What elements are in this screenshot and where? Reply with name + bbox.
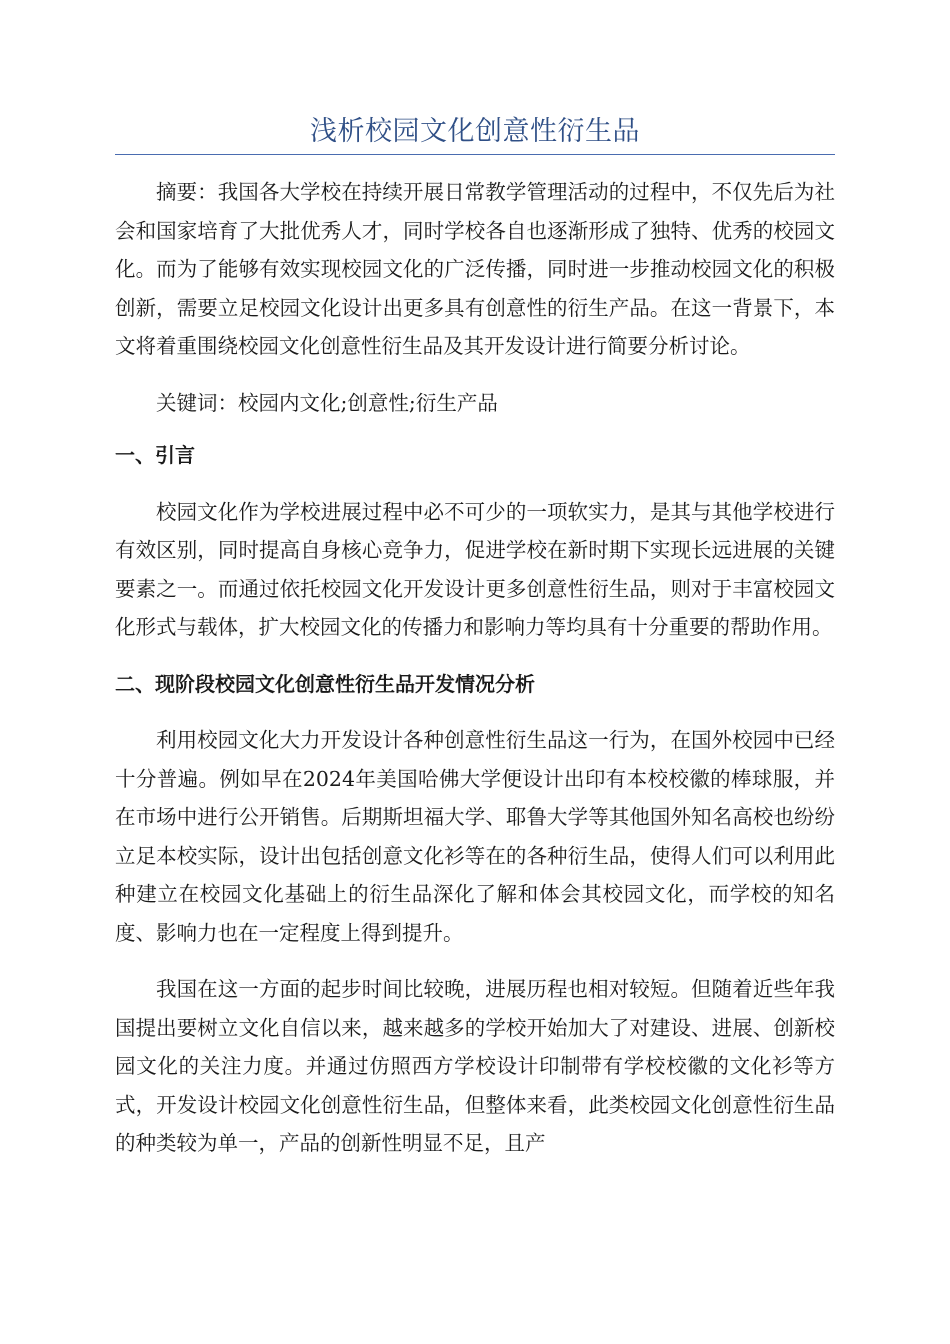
document-title: 浅析校园文化创意性衍生品 xyxy=(310,116,640,147)
section-heading-analysis: 二、现阶段校园文化创意性衍生品开发情况分析 xyxy=(115,671,535,696)
title-underline xyxy=(115,154,835,155)
abstract-paragraph: 摘要：我国各大学校在持续开展日常教学管理活动的过程中，不仅先后为社会和国家培育了大批优秀人才，同时学校各自也逐渐形成了独特、优秀的校园文化。而为了能够有效实现校园文化的广泛传播，同时进一步推动校园文化的积极创新，需要立足校园文化设计出更多具有创意性的衍生产品。在这一背景下，本文将着重围绕校园文化创意性衍生品及其开发设计进行简要分析讨论。 xyxy=(115,180,835,358)
document-body xyxy=(115,173,835,1181)
keywords-paragraph: 关键词：校园内文化;创意性;衍生产品 xyxy=(156,390,498,415)
section-heading-introduction: 一、引言 xyxy=(115,443,195,467)
body-paragraph: 校园文化作为学校进展过程中必不可少的一项软实力，是其与其他学校进行有效区别，同时提高自身核心竞争力，促进学校在新时期下实现长远进展的关键要素之一。而通过依托校园文化开发设计更多创意性衍生品，则对于丰富校园文化形式与载体，扩大校园文化的传播力和影响力等均具有十分重要的帮助作用。 xyxy=(115,499,835,639)
body-paragraph: 利用校园文化大力开发设计各种创意性衍生品这一行为，在国外校园中已经十分普遍。例如早在2024年美国哈佛大学便设计出印有本校校徽的棒球服，并在市场中进行公开销售。后期斯坦福大学、耶鲁大学等其他国外知名高校也纷纷立足本校实际，设计出包括创意文化衫等在的各种衍生品，使得人们可以利用此种建立在校园文化基础上的衍生品深化了解和体会其校园文化，而学校的知名度、影响力也在一定程度上得到提升。 xyxy=(115,728,835,945)
body-paragraph: 我国在这一方面的起步时间比较晚，进展历程也相对较短。但随着近些年我国提出要树立文化自信以来，越来越多的学校开始加大了对建设、进展、创新校园文化的关注力度。并通过仿照西方学校设计印制带有学校校徽的文化衫等方式，开发设计校园文化创意性衍生品，但整体来看，此类校园文化创意性衍生品的种类较为单一，产品的创新性明显不足，且产 xyxy=(115,977,835,1155)
